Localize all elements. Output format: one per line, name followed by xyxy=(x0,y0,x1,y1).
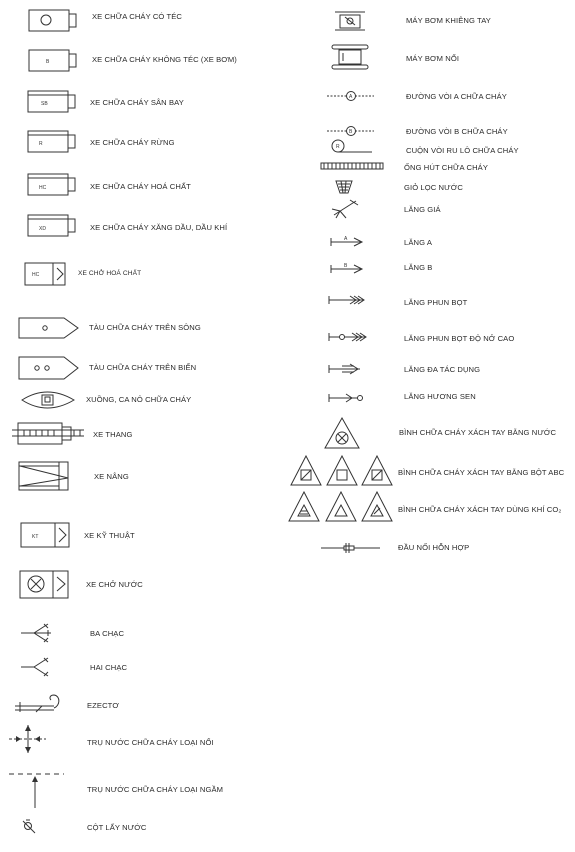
symbol-label: BÌNH CHỮA CHÁY XÁCH TAY BẰNG NƯỚC xyxy=(399,428,557,437)
symbol-label: LĂNG PHUN BỌT ĐỘ NỞ CAO xyxy=(404,334,515,343)
suction-hose-icon xyxy=(320,161,384,171)
symbol-label: GIỎ LỌC NƯỚC xyxy=(404,183,463,192)
symbol-code: SB xyxy=(41,101,48,107)
symbol-label: XE CHỮA CHÁY HOÁ CHẤT xyxy=(90,182,191,191)
symbol-code: A xyxy=(349,94,353,100)
symbol-label: ỐNG HÚT CHỮA CHÁY xyxy=(404,163,488,172)
pump-fire-truck-icon xyxy=(28,49,78,73)
co2-extinguisher-icon xyxy=(288,490,394,524)
mixed-coupling-icon xyxy=(320,541,382,555)
symbol-label: BÌNH CHỮA CHÁY XÁCH TAY BẰNG BỘT ABC xyxy=(398,468,565,477)
hose-line-b-icon xyxy=(326,124,376,138)
symbol-label: XE CHỞ HOÁ CHẤT xyxy=(78,270,142,277)
nozzle-a-icon xyxy=(330,236,364,248)
multipurpose-nozzle-icon xyxy=(328,362,362,376)
symbol-code: R xyxy=(336,144,340,150)
floating-pump-icon xyxy=(330,42,372,72)
aerial-lift-truck-icon xyxy=(18,460,72,492)
monitor-nozzle-icon xyxy=(330,197,360,219)
symbol-label: MÁY BƠM KHIÊNG TAY xyxy=(406,16,491,25)
symbol-label: XE CHỮA CHÁY CÓ TÉC xyxy=(92,12,182,21)
symbol-label: ĐƯỜNG VÒI A CHỮA CHÁY xyxy=(406,92,507,101)
symbol-code: HC xyxy=(39,185,47,191)
nozzle-b-icon xyxy=(330,263,364,275)
symbol-label: LĂNG ĐA TÁC DỤNG xyxy=(404,365,481,374)
two-way-branch-icon xyxy=(20,656,54,678)
symbol-label: XUỒNG, CA NÔ CHỮA CHÁY xyxy=(86,395,192,404)
symbol-label: LĂNG HƯƠNG SEN xyxy=(404,392,476,401)
hose-line-a-icon xyxy=(326,89,376,103)
abc-powder-extinguisher-icon xyxy=(290,454,394,488)
symbol-label: TÀU CHỮA CHÁY TRÊN SÔNG xyxy=(89,323,201,332)
symbol-label: EZECTƠ xyxy=(87,701,120,710)
symbol-code: R xyxy=(39,141,43,147)
symbol-label: BA CHẠC xyxy=(90,629,125,638)
symbol-label: XE CHỮA CHÁY RỪNG xyxy=(90,138,175,147)
symbol-label: HAI CHẠC xyxy=(90,663,128,672)
symbol-label: MÁY BƠM NỔI xyxy=(406,54,460,63)
symbol-code: B xyxy=(349,129,353,135)
symbol-code: KT xyxy=(32,534,39,540)
symbol-label: XE CHỮA CHÁY KHÔNG TÉC (XE BƠM) xyxy=(92,55,237,64)
symbol-label: LĂNG GIÁ xyxy=(404,205,441,214)
water-extinguisher-icon xyxy=(323,416,361,450)
symbol-label: TÀU CHỮA CHÁY TRÊN BIỂN xyxy=(89,363,197,372)
tanker-fire-truck-icon xyxy=(28,9,78,33)
symbol-label: CỘT LẤY NƯỚC xyxy=(87,823,147,832)
symbol-code: XD xyxy=(39,226,46,232)
symbol-code: HC xyxy=(32,272,40,278)
sea-fireboat-icon xyxy=(18,355,80,381)
technical-truck-icon xyxy=(20,521,72,551)
forest-fire-truck-icon xyxy=(27,130,77,154)
spray-nozzle-icon xyxy=(328,392,364,404)
portable-pump-icon xyxy=(333,8,369,34)
strainer-basket-icon xyxy=(334,179,354,195)
hose-reel-icon xyxy=(328,138,374,156)
symbol-code: A xyxy=(344,236,348,242)
fire-canoe-icon xyxy=(20,389,76,411)
airport-fire-truck-icon xyxy=(27,90,77,114)
three-way-branch-icon xyxy=(20,622,54,644)
above-ground-hydrant-icon xyxy=(8,724,48,754)
symbol-code: B xyxy=(46,59,50,65)
symbol-label: TRỤ NƯỚC CHỮA CHÁY LOẠI NGẦM xyxy=(87,785,224,794)
symbol-label: XE CHỞ NƯỚC xyxy=(86,580,143,589)
symbol-label: LĂNG PHUN BỌT xyxy=(404,298,468,307)
symbol-label: XE NÂNG xyxy=(94,472,129,481)
underground-hydrant-icon xyxy=(8,768,66,810)
symbol-label: CUỘN VÒI RU LÔ CHỮA CHÁY xyxy=(406,146,519,155)
symbol-label: XE CHỮA CHÁY XĂNG DẦU, DẦU KHÍ xyxy=(90,223,228,232)
symbol-label: BÌNH CHỮA CHÁY XÁCH TAY DÙNG KHÍ CO₂ xyxy=(398,505,562,514)
foam-nozzle-icon xyxy=(328,294,366,306)
chemical-fire-truck-icon xyxy=(27,173,77,197)
symbol-label: XE THANG xyxy=(93,430,133,439)
river-fireboat-icon xyxy=(18,316,80,340)
ladder-truck-icon xyxy=(10,422,86,446)
chemical-transport-truck-icon xyxy=(24,262,68,288)
symbol-label: ĐẦU NỐI HỖN HỢP xyxy=(398,543,470,552)
fuel-fire-truck-icon xyxy=(27,214,77,238)
water-tanker-truck-icon xyxy=(19,570,71,600)
symbol-label: LĂNG A xyxy=(404,238,433,247)
symbol-code: B xyxy=(344,263,348,269)
symbol-label: XE CHỮA CHÁY SÂN BAY xyxy=(90,98,184,107)
symbol-label: XE KỸ THUẬT xyxy=(84,531,135,540)
symbol-label: TRỤ NƯỚC CHỮA CHÁY LOẠI NỔI xyxy=(87,738,214,747)
ejector-icon xyxy=(14,692,64,714)
symbol-label: LĂNG B xyxy=(404,263,433,272)
water-intake-column-icon xyxy=(20,818,38,836)
high-expansion-foam-nozzle-icon xyxy=(328,331,368,343)
symbol-label: ĐƯỜNG VÒI B CHỮA CHÁY xyxy=(406,127,508,136)
